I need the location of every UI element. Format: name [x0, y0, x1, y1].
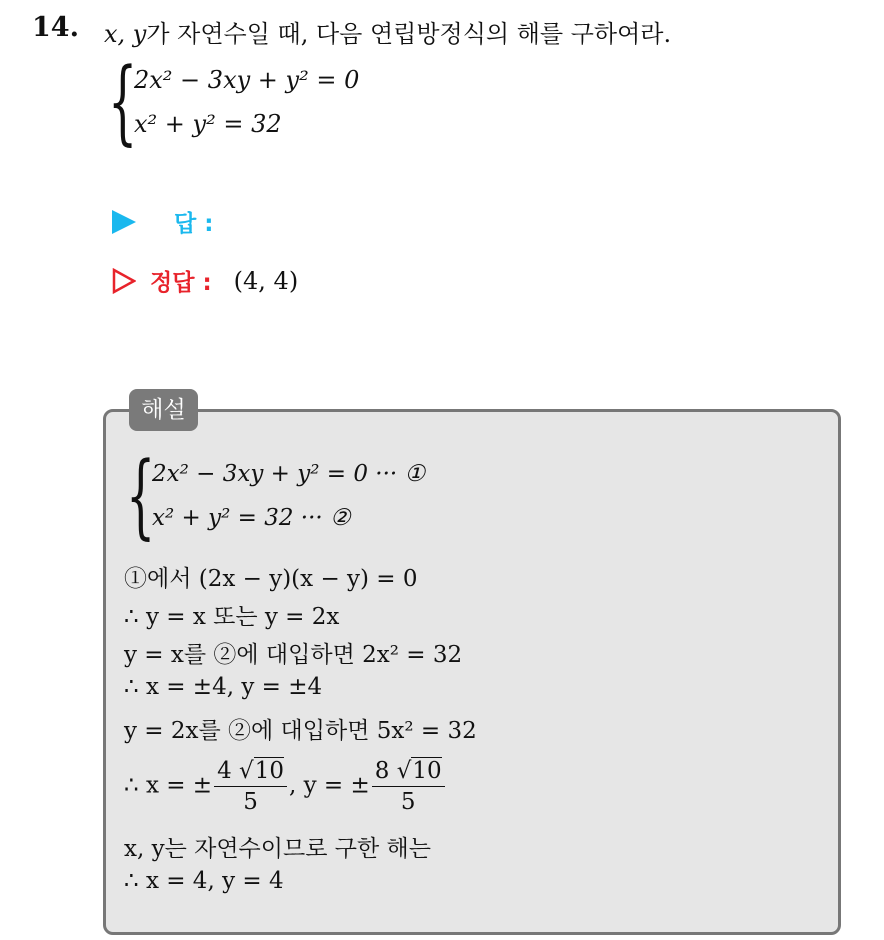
- brace-icon: {: [108, 48, 138, 155]
- solution-eq1: 2x² − 3xy + y² = 0 ··· ①: [152, 461, 426, 487]
- solution-tag: 해설: [129, 389, 198, 431]
- brace-icon: {: [126, 442, 156, 549]
- frac-x-den: 5: [243, 789, 258, 815]
- solution-fraction-line: [124, 756, 447, 817]
- solution-line-7: ∴ x = 4, y = 4: [124, 868, 284, 894]
- frac-y-den: 5: [400, 789, 416, 815]
- solution-line-5: y = 2x를 ②에 대입하면 5x² = 32: [124, 718, 477, 744]
- frac-prefix: ∴ x = ±: [124, 772, 213, 799]
- solution-system: [126, 442, 426, 549]
- solution-line-6: x, y는 자연수이므로 구한 해는: [124, 836, 431, 862]
- question-vars: x, y: [104, 20, 147, 48]
- answer-label: 답 :: [174, 211, 214, 237]
- solution-line-1: ①에서 (2x − y)(x − y) = 0: [124, 566, 418, 592]
- correct-answer-label: 정답 :: [150, 270, 212, 296]
- frac-y-num: 8: [374, 758, 390, 784]
- solution-line-4: ∴ x = ±4, y = ±4: [124, 674, 323, 700]
- problem-eq2: x² + y² = 32: [134, 110, 282, 138]
- question-text: [104, 14, 671, 49]
- frac-x-num: 4: [217, 758, 232, 784]
- problem-eq1: 2x² − 3xy + y² = 0: [134, 66, 360, 94]
- question-body: 가 자연수일 때, 다음 연립방정식의 해를 구하여라.: [146, 20, 672, 48]
- frac-y-rad: 10: [412, 758, 442, 784]
- problem-system: [108, 48, 360, 155]
- solution-eq2: x² + y² = 32 ··· ②: [152, 505, 351, 531]
- frac-x-rad: 10: [254, 758, 284, 784]
- problem-number: 14.: [32, 12, 79, 43]
- correct-answer-value: (4, 4): [233, 266, 299, 295]
- play-filled-icon: [112, 210, 136, 234]
- correct-answer-row: [112, 264, 298, 297]
- frac-mid: , y = ±: [288, 772, 370, 799]
- answer-row: [112, 205, 213, 238]
- fraction-y: $\frac{8 √10}{5}$: [372, 756, 445, 817]
- solution-line-3: y = x를 ②에 대입하면 2x² = 32: [124, 642, 463, 668]
- play-outline-icon: [112, 268, 136, 294]
- solution-line-2: ∴ y = x 또는 y = 2x: [124, 604, 340, 630]
- fraction-x: $\frac{4 √10}{5}$: [214, 756, 287, 817]
